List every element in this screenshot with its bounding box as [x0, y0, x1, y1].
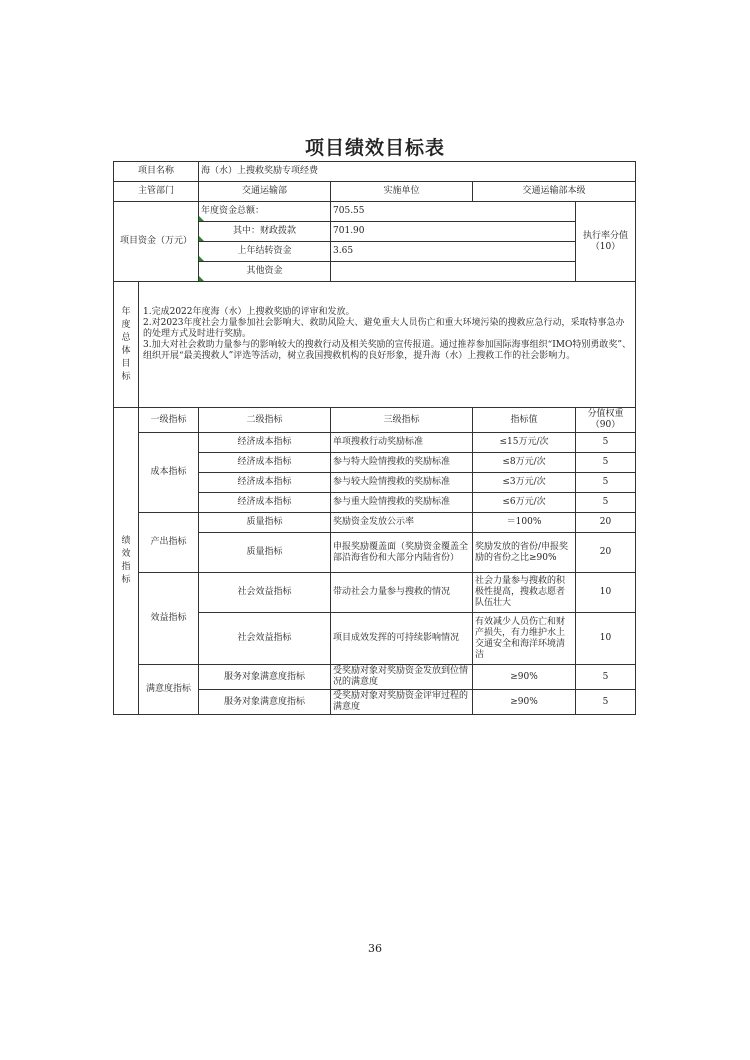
- page-number: 36: [368, 942, 382, 955]
- header-weight: 分值权重（90）: [576, 408, 636, 433]
- goal-label-char: 体: [121, 345, 131, 356]
- weight-cell: 10: [576, 613, 636, 665]
- fund-fiscal-value: 701.90: [331, 222, 576, 242]
- goal-label-char: 标: [121, 371, 131, 382]
- goal-label-char: 总: [121, 332, 131, 343]
- fund-total-value: 705.55: [331, 202, 576, 222]
- row-fund-total: [114, 202, 636, 222]
- level3-cell: 参与重大险情搜救的奖励标准: [331, 493, 473, 513]
- unit-label: 实施单位: [331, 182, 473, 202]
- weight-cell: 5: [576, 433, 636, 453]
- level3-cell: 单项搜救行动奖励标准: [331, 433, 473, 453]
- level3-cell: 奖励资金发放公示率: [331, 513, 473, 533]
- level3-cell: 受奖励对象对奖励资金发放到位情况的满意度: [331, 665, 473, 690]
- weight-cell: 5: [576, 493, 636, 513]
- fund-other-label: 其他资金: [199, 262, 331, 282]
- level3-cell: 申报奖励覆盖面（奖励资金覆盖全部沿海省份和大部分内陆省份）: [331, 533, 473, 573]
- header-level1: 一级指标: [139, 408, 199, 433]
- value-cell: 奖励发放的省份/申报奖励的省份之比≥90%: [473, 533, 576, 573]
- level3-cell: 项目成效发挥的可持续影响情况: [331, 613, 473, 665]
- value-cell: ≥90%: [473, 665, 576, 690]
- value-cell: 有效减少人员伤亡和财产损失，有力维护水上交通安全和海洋环境清洁: [473, 613, 576, 665]
- fund-carryover-value: 3.65: [331, 242, 576, 262]
- goal-label-char: 度: [121, 319, 131, 330]
- level2-cell: 质量指标: [199, 533, 331, 573]
- fund-total-label: 年度资金总额：: [199, 202, 331, 222]
- weight-cell: 5: [576, 665, 636, 690]
- weight-cell: 5: [576, 473, 636, 493]
- level3-cell: 带动社会力量参与搜救的情况: [331, 573, 473, 613]
- level2-cell: 社会效益指标: [199, 573, 331, 613]
- level2-cell: 经济成本指标: [199, 493, 331, 513]
- project-name-label: 项目名称: [114, 162, 199, 182]
- level3-cell: 参与较大险情搜救的奖励标准: [331, 473, 473, 493]
- level2-cell: 经济成本指标: [199, 473, 331, 493]
- indicator-label-char: 绩: [121, 536, 131, 546]
- dept-label: 主管部门: [114, 182, 199, 202]
- goal-item: 2.对2023年度社会力量参加社会影响大、救助风险大、避免重大人员伤亡和重大环境污染的搜救应急行动，采取特事急办的处理方式及时进行奖励。: [143, 318, 625, 339]
- header-level3: 三级指标: [331, 408, 473, 433]
- fund-other-value: [331, 262, 576, 282]
- value-cell: ≥90%: [473, 690, 576, 715]
- weight-cell: 20: [576, 513, 636, 533]
- group-output: 产出指标: [139, 513, 199, 573]
- group-benefit: 效益指标: [139, 573, 199, 665]
- funds-label: 项目资金（万元）: [114, 202, 199, 282]
- level2-cell: 质量指标: [199, 513, 331, 533]
- table-row: [114, 573, 636, 613]
- row-annual-goals: [114, 282, 636, 408]
- table-row: [114, 513, 636, 533]
- value-cell: ≤15万元/次: [473, 433, 576, 453]
- goal-item: 3.加大对社会救助力量参与的影响较大的搜救行动及相关奖励的宣传报道。通过推荐参加国际海事组织“IMO特别勇敢奖”、组织开展“最美搜救人”评选等活动，树立我国搜救机构的良好形象，提升海（水）上搜救工作的社会影响力。: [143, 340, 631, 361]
- fund-fiscal-label: 其中：财政拨款: [199, 222, 331, 242]
- unit-value: 交通运输部本级: [473, 182, 636, 202]
- row-department: [114, 182, 636, 202]
- table-row: [114, 433, 636, 453]
- indicator-label-char: 标: [121, 575, 131, 585]
- fund-carryover-label: 上年结转资金: [199, 242, 331, 262]
- group-cost: 成本指标: [139, 433, 199, 513]
- performance-indicators-label: [114, 408, 139, 715]
- value-cell: 社会力量参与搜救的积极性提高，搜救志愿者队伍壮大: [473, 573, 576, 613]
- dept-value: 交通运输部: [199, 182, 331, 202]
- level3-cell: 参与特大险情搜救的奖励标准: [331, 453, 473, 473]
- value-cell: ≤8万元/次: [473, 453, 576, 473]
- table-row: [114, 665, 636, 690]
- value-cell: ≤3万元/次: [473, 473, 576, 493]
- level2-cell: 社会效益指标: [199, 613, 331, 665]
- page-title: 项目绩效目标表: [304, 137, 445, 159]
- level2-cell: 服务对象满意度指标: [199, 665, 331, 690]
- weight-cell: 5: [576, 690, 636, 715]
- goal-label-char: 目: [121, 358, 131, 369]
- goal-label-char: 年: [121, 306, 131, 317]
- header-value: 指标值: [473, 408, 576, 433]
- indicator-label-char: 指: [121, 562, 131, 572]
- project-name-value: 海（水）上搜救奖励专项经费: [199, 162, 636, 182]
- value-cell: ≤6万元/次: [473, 493, 576, 513]
- indicator-label-char: 效: [121, 549, 131, 559]
- level2-cell: 服务对象满意度指标: [199, 690, 331, 715]
- weight-cell: 5: [576, 453, 636, 473]
- header-level2: 二级指标: [199, 408, 331, 433]
- level3-cell: 受奖励对象对奖励资金评审过程的满意度: [331, 690, 473, 715]
- execution-rate-label: 执行率分值（10）: [576, 202, 636, 282]
- goal-item: 1.完成2022年度海（水）上搜救奖励的评审和发放。: [143, 307, 355, 317]
- row-project-name: [114, 162, 636, 182]
- weight-cell: 20: [576, 533, 636, 573]
- level2-cell: 经济成本指标: [199, 453, 331, 473]
- weight-cell: 10: [576, 573, 636, 613]
- indicator-header-row: [114, 408, 636, 433]
- level2-cell: 经济成本指标: [199, 433, 331, 453]
- group-satisfaction: 满意度指标: [139, 665, 199, 715]
- performance-table: [113, 161, 636, 715]
- annual-goals-content: [139, 282, 636, 408]
- annual-goals-label: [114, 282, 139, 408]
- value-cell: ＝100%: [473, 513, 576, 533]
